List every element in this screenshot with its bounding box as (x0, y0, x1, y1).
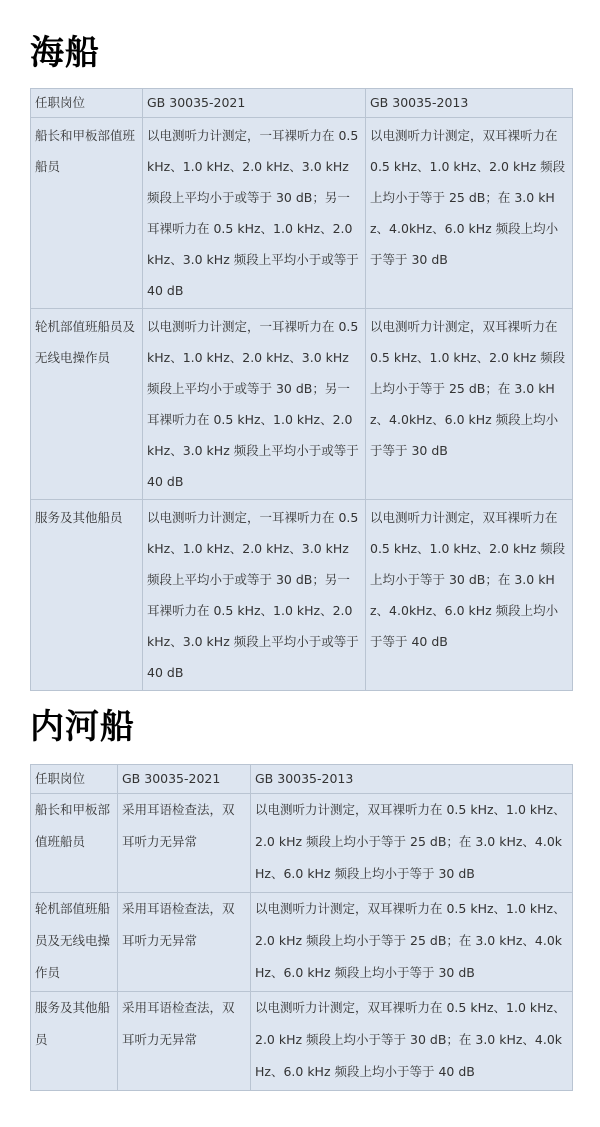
cell-position: 服务及其他船员 (31, 992, 118, 1091)
cell-gb-2013: 以电测听力计测定，双耳裸听力在 0.5 kHz、1.0 kHz、2.0 kHz 频段上均小于等于 25 dB；在 3.0 kHz、4.0kHz、6.0 kHz 频段上均小于等于 30 dB (366, 309, 573, 500)
table-row (31, 992, 573, 1091)
table-header-row (31, 89, 573, 118)
cell-gb-2013: 以电测听力计测定，双耳裸听力在 0.5 kHz、1.0 kHz、2.0 kHz 频段上均小于等于 25 dB；在 3.0 kHz、4.0kHz、6.0 kHz 频段上均小于等于 30 dB (366, 118, 573, 309)
cell-position: 船长和甲板部值班船员 (31, 118, 143, 309)
table-row (31, 118, 573, 309)
table-row (31, 893, 573, 992)
cell-gb-2021: 采用耳语检查法，双耳听力无异常 (118, 893, 251, 992)
header-gb-2021: GB 30035-2021 (118, 765, 251, 794)
inland-hearing-table (30, 764, 573, 1091)
header-position: 任职岗位 (31, 765, 118, 794)
table-row (31, 794, 573, 893)
cell-gb-2021: 以电测听力计测定，一耳裸听力在 0.5 kHz、1.0 kHz、2.0 kHz、3.0 kHz 频段上平均小于或等于 30 dB；另一耳裸听力在 0.5 kHz、1.0 kHz、2.0 kHz、3.0 kHz 频段上平均小于或等于 40 dB (143, 309, 366, 500)
inland-section-title: 内河船 (30, 707, 135, 747)
table-header-row (31, 765, 573, 794)
cell-position: 轮机部值班船员及无线电操作员 (31, 893, 118, 992)
header-gb-2021: GB 30035-2021 (143, 89, 366, 118)
header-gb-2013: GB 30035-2013 (251, 765, 573, 794)
cell-gb-2021: 以电测听力计测定，一耳裸听力在 0.5 kHz、1.0 kHz、2.0 kHz、3.0 kHz 频段上平均小于或等于 30 dB；另一耳裸听力在 0.5 kHz、1.0 kHz、2.0 kHz、3.0 kHz 频段上平均小于或等于 40 dB (143, 118, 366, 309)
sea-hearing-table (30, 88, 573, 691)
header-position: 任职岗位 (31, 89, 143, 118)
header-gb-2013: GB 30035-2013 (366, 89, 573, 118)
table-row (31, 500, 573, 691)
cell-gb-2021: 采用耳语检查法，双耳听力无异常 (118, 992, 251, 1091)
cell-gb-2013: 以电测听力计测定，双耳裸听力在 0.5 kHz、1.0 kHz、2.0 kHz 频段上均小于等于 30 dB；在 3.0 kHz、4.0kHz、6.0 kHz 频段上均小于等于 40 dB (251, 992, 573, 1091)
cell-gb-2013: 以电测听力计测定，双耳裸听力在 0.5 kHz、1.0 kHz、2.0 kHz 频段上均小于等于 25 dB；在 3.0 kHz、4.0kHz、6.0 kHz 频段上均小于等于 30 dB (251, 794, 573, 893)
cell-gb-2013: 以电测听力计测定，双耳裸听力在 0.5 kHz、1.0 kHz、2.0 kHz 频段上均小于等于 30 dB；在 3.0 kHz、4.0kHz、6.0 kHz 频段上均小于等于 40 dB (366, 500, 573, 691)
cell-gb-2013: 以电测听力计测定，双耳裸听力在 0.5 kHz、1.0 kHz、2.0 kHz 频段上均小于等于 25 dB；在 3.0 kHz、4.0kHz、6.0 kHz 频段上均小于等于 30 dB (251, 893, 573, 992)
cell-gb-2021: 以电测听力计测定，一耳裸听力在 0.5 kHz、1.0 kHz、2.0 kHz、3.0 kHz 频段上平均小于或等于 30 dB；另一耳裸听力在 0.5 kHz、1.0 kHz、2.0 kHz、3.0 kHz 频段上平均小于或等于 40 dB (143, 500, 366, 691)
cell-position: 服务及其他船员 (31, 500, 143, 691)
table-row (31, 309, 573, 500)
cell-position: 轮机部值班船员及无线电操作员 (31, 309, 143, 500)
cell-position: 船长和甲板部值班船员 (31, 794, 118, 893)
cell-gb-2021: 采用耳语检查法，双耳听力无异常 (118, 794, 251, 893)
sea-section-title: 海船 (30, 33, 100, 73)
